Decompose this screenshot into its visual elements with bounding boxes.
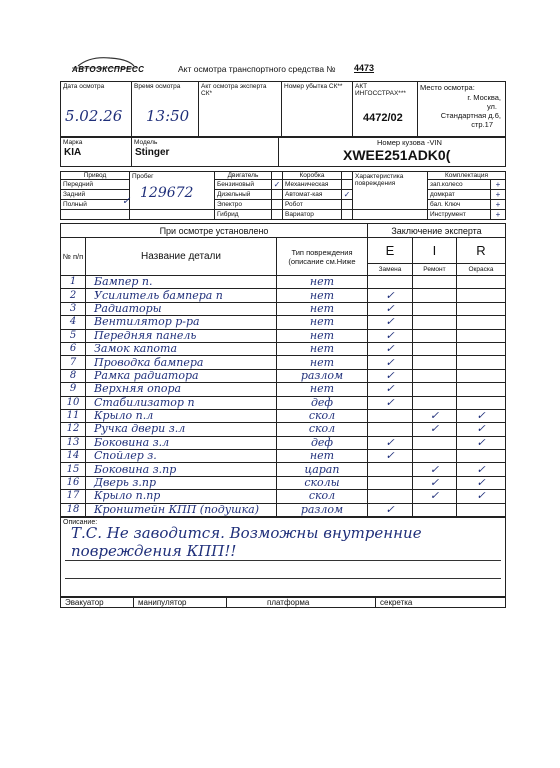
row-repair-check-icon	[412, 450, 456, 463]
row-repair-check-icon: ✓	[412, 423, 456, 436]
row-repair-check-icon	[412, 276, 456, 289]
model-cell	[132, 138, 279, 167]
col-e: E	[368, 238, 413, 264]
table-row	[61, 289, 506, 302]
row-num: 15	[61, 463, 86, 476]
gearbox-auto: Автомат-кая	[283, 190, 342, 200]
row-part-name: Радиаторы	[86, 302, 277, 315]
row-repair-check-icon	[412, 329, 456, 342]
row-repair-check-icon	[412, 316, 456, 329]
row-replace-check-icon	[368, 476, 413, 489]
logo	[70, 56, 145, 76]
gearbox-cvt: Вариатор	[283, 210, 342, 220]
drive-rear: Задний	[61, 190, 130, 200]
logo-text: АВТОЭКСПРЕСС	[72, 65, 145, 74]
loss-cell	[282, 82, 353, 137]
footer-sekretka: секретка	[376, 597, 506, 608]
time-label: Время осмотра	[134, 83, 181, 90]
damage-char: Характеристика повреждения	[353, 172, 428, 210]
row-damage-type: нет	[277, 329, 368, 342]
col-i: I	[412, 238, 456, 264]
row-part-name: Ручка двери з.л	[86, 423, 277, 436]
row-part-name: Стабилизатор п	[86, 396, 277, 409]
sub-i: Ремонт	[412, 264, 456, 276]
damage-table	[60, 223, 506, 517]
drive-full-check-icon: ✓	[122, 196, 131, 207]
row-part-name: Дверь з.пр	[86, 476, 277, 489]
row-paint-check-icon	[456, 396, 505, 409]
table-row	[61, 409, 506, 422]
row-part-name: Крыло п.пр	[86, 490, 277, 503]
row-num: 18	[61, 503, 86, 516]
row-paint-check-icon	[456, 450, 505, 463]
row-replace-check-icon: ✓	[368, 356, 413, 369]
row-damage-type: нет	[277, 342, 368, 355]
engine-electric: Электро	[215, 200, 272, 210]
drive-full: Полный	[61, 200, 130, 210]
kit-jack: домкрат	[428, 190, 491, 200]
row-damage-type: разлом	[277, 503, 368, 516]
kit-wrench: бал. Ключ	[428, 200, 491, 210]
row-paint-check-icon: ✓	[456, 436, 505, 449]
row-replace-check-icon: ✓	[368, 396, 413, 409]
row-num: 7	[61, 356, 86, 369]
kit-tools-mark-icon: +	[491, 210, 506, 220]
footer-manipulator: манипулятор	[134, 597, 227, 608]
row-replace-check-icon: ✓	[368, 436, 413, 449]
sub-r: Окраска	[456, 264, 505, 276]
row-replace-check-icon: ✓	[368, 329, 413, 342]
row-part-name: Замок капота	[86, 342, 277, 355]
mileage-value: 129672	[140, 185, 194, 201]
table-row	[61, 490, 506, 503]
row-replace-check-icon: ✓	[368, 302, 413, 315]
col-type: Тип повреждения (описание см.Ниже	[277, 238, 368, 276]
row-replace-check-icon	[368, 409, 413, 422]
row-damage-type: скол	[277, 409, 368, 422]
brand-cell	[61, 138, 132, 167]
row-num: 9	[61, 383, 86, 396]
row-repair-check-icon: ✓	[412, 463, 456, 476]
row-part-name: Спойлер з.	[86, 450, 277, 463]
vin-label: Номер кузова -VIN	[377, 138, 442, 147]
kit-spare: зап.колесо	[428, 180, 491, 190]
brand-label: Марка	[63, 139, 83, 146]
conclusion-title: Заключение эксперта	[368, 224, 506, 238]
row-num: 2	[61, 289, 86, 302]
table-row	[61, 329, 506, 342]
drive-header: Привод	[61, 172, 130, 180]
row-paint-check-icon: ✓	[456, 476, 505, 489]
footer-platform: платформа	[227, 597, 376, 608]
description-line-2: повреждения КПП!!	[71, 542, 237, 560]
table-row	[61, 463, 506, 476]
row-paint-check-icon: ✓	[456, 423, 505, 436]
row-damage-type: царап	[277, 463, 368, 476]
row-paint-check-icon	[456, 342, 505, 355]
place-label: Место осмотра:	[420, 83, 475, 92]
row-paint-check-icon	[456, 289, 505, 302]
row-paint-check-icon	[456, 383, 505, 396]
engine-hybrid: Гибрид	[215, 210, 272, 220]
row-replace-check-icon: ✓	[368, 369, 413, 382]
col-r: R	[456, 238, 505, 264]
row-part-name: Крыло п.л	[86, 409, 277, 422]
table-row	[61, 476, 506, 489]
row-num: 17	[61, 490, 86, 503]
row-paint-check-icon	[456, 316, 505, 329]
row-repair-check-icon	[412, 436, 456, 449]
place-line-1: г. Москва,	[467, 93, 501, 102]
table-row	[61, 436, 506, 449]
row-num: 4	[61, 316, 86, 329]
gearbox-header: Коробка	[283, 172, 342, 180]
expert-label: Акт осмотра эксперта СК*	[201, 83, 267, 97]
mileage-cell	[130, 172, 215, 210]
row-paint-check-icon	[456, 369, 505, 382]
table-row	[61, 302, 506, 315]
row-repair-check-icon	[412, 342, 456, 355]
engine-petrol: Бензиновый	[215, 180, 272, 190]
sub-e: Замена	[368, 264, 413, 276]
row-num: 12	[61, 423, 86, 436]
row-part-name: Бампер п.	[86, 276, 277, 289]
place-line-3: Стандартная д.6,	[440, 111, 501, 120]
table-row	[61, 356, 506, 369]
table-row	[61, 423, 506, 436]
row-repair-check-icon	[412, 369, 456, 382]
row-damage-type: скол	[277, 423, 368, 436]
table-row	[61, 503, 506, 516]
row-damage-type: нет	[277, 276, 368, 289]
row-repair-check-icon: ✓	[412, 490, 456, 503]
row-damage-type: скол	[277, 490, 368, 503]
row-repair-check-icon: ✓	[412, 476, 456, 489]
row-replace-check-icon	[368, 490, 413, 503]
row-replace-check-icon: ✓	[368, 383, 413, 396]
row-num: 8	[61, 369, 86, 382]
row-part-name: Кронштейн КПП (подушка)	[86, 503, 277, 516]
row-repair-check-icon	[412, 289, 456, 302]
gearbox-auto-check-icon: ✓	[342, 190, 353, 200]
description-box	[60, 517, 506, 598]
vin-cell	[279, 138, 506, 167]
kit-header: Комплектация	[428, 172, 506, 180]
row-part-name: Боковина з.пр	[86, 463, 277, 476]
row-damage-type: деф	[277, 396, 368, 409]
row-paint-check-icon	[456, 503, 505, 516]
row-damage-type: нет	[277, 316, 368, 329]
description-line-1: Т.С. Не заводится. Возможны внутренние	[71, 524, 422, 542]
row-repair-check-icon	[412, 383, 456, 396]
expert-cell	[199, 82, 282, 137]
row-replace-check-icon: ✓	[368, 342, 413, 355]
row-num: 13	[61, 436, 86, 449]
row-part-name: Боковина з.л	[86, 436, 277, 449]
row-paint-check-icon: ✓	[456, 490, 505, 503]
row-num: 11	[61, 409, 86, 422]
row-num: 6	[61, 342, 86, 355]
description-label: Описание:	[63, 519, 98, 526]
row-num: 10	[61, 396, 86, 409]
row-paint-check-icon	[456, 356, 505, 369]
kit-tools: Инструмент	[428, 210, 491, 220]
gearbox-manual: Механическая	[283, 180, 342, 190]
place-line-4: стр.17	[471, 120, 493, 129]
row-damage-type: нет	[277, 356, 368, 369]
row-replace-check-icon: ✓	[368, 503, 413, 516]
row-repair-check-icon	[412, 356, 456, 369]
engine-petrol-check-icon: ✓	[272, 180, 283, 190]
row-repair-check-icon	[412, 503, 456, 516]
row-damage-type: нет	[277, 383, 368, 396]
row-paint-check-icon	[456, 329, 505, 342]
row-repair-check-icon	[412, 396, 456, 409]
row-replace-check-icon	[368, 276, 413, 289]
row-part-name: Вентилятор р-ра	[86, 316, 277, 329]
date-value: 5.02.26	[65, 107, 123, 125]
date-cell	[61, 82, 132, 137]
table-row	[61, 383, 506, 396]
ingos-cell	[353, 82, 418, 137]
kit-wrench-mark-icon: +	[491, 200, 506, 210]
row-damage-type: нет	[277, 289, 368, 302]
row-part-name: Верхняя опора	[86, 383, 277, 396]
row-replace-check-icon: ✓	[368, 316, 413, 329]
engine-header: Двигатель	[215, 172, 272, 180]
vin-value: XWEE251ADK0(	[343, 147, 451, 163]
drive-front: Передний	[61, 180, 130, 190]
row-paint-check-icon	[456, 276, 505, 289]
row-damage-type: деф	[277, 436, 368, 449]
date-label: Дата осмотра	[63, 83, 105, 90]
brand-value: KIA	[64, 147, 82, 158]
row-replace-check-icon	[368, 463, 413, 476]
model-label: Модель	[134, 139, 158, 146]
row-replace-check-icon: ✓	[368, 450, 413, 463]
model-value: Stinger	[135, 147, 170, 158]
place-cell	[418, 82, 506, 137]
document-title: Акт осмотра транспортного средства №	[178, 64, 336, 74]
act-number: 4473	[354, 63, 375, 73]
col-name: Название детали	[86, 238, 277, 276]
row-part-name: Проводка бампера	[86, 356, 277, 369]
ingos-label: АКТ ИНГОССТРАХ***	[355, 83, 406, 97]
table-row	[61, 316, 506, 329]
time-cell	[132, 82, 199, 137]
row-num: 5	[61, 329, 86, 342]
row-part-name: Усилитель бампера п	[86, 289, 277, 302]
kit-jack-mark-icon: +	[491, 190, 506, 200]
row-replace-check-icon	[368, 423, 413, 436]
table-row	[61, 276, 506, 289]
time-value: 13:50	[146, 107, 190, 125]
row-num: 3	[61, 302, 86, 315]
row-part-name: Передняя панель	[86, 329, 277, 342]
table-row	[61, 396, 506, 409]
row-num: 1	[61, 276, 86, 289]
row-repair-check-icon: ✓	[412, 409, 456, 422]
row-damage-type: нет	[277, 450, 368, 463]
loss-label: Номер убытка СК**	[284, 83, 343, 90]
row-repair-check-icon	[412, 302, 456, 315]
gearbox-robot: Робот	[283, 200, 342, 210]
row-damage-type: нет	[277, 302, 368, 315]
row-damage-type: разлом	[277, 369, 368, 382]
table-row	[61, 369, 506, 382]
kit-spare-mark-icon: +	[491, 180, 506, 190]
ingos-value: 4472/02	[363, 112, 403, 124]
table-row	[61, 342, 506, 355]
row-replace-check-icon: ✓	[368, 289, 413, 302]
row-num: 16	[61, 476, 86, 489]
row-paint-check-icon: ✓	[456, 409, 505, 422]
engine-diesel: Дизельный	[215, 190, 272, 200]
table-row	[61, 450, 506, 463]
row-damage-type: сколы	[277, 476, 368, 489]
place-line-2: ул.	[486, 102, 497, 111]
footer-evacuator: Эвакуатор	[61, 597, 134, 608]
row-part-name: Рамка радиатора	[86, 369, 277, 382]
row-num: 14	[61, 450, 86, 463]
section-title: При осмотре установлено	[61, 224, 368, 238]
mileage-label: Пробег	[132, 173, 154, 180]
col-num: № п/п	[61, 238, 86, 276]
row-paint-check-icon	[456, 302, 505, 315]
row-paint-check-icon: ✓	[456, 463, 505, 476]
